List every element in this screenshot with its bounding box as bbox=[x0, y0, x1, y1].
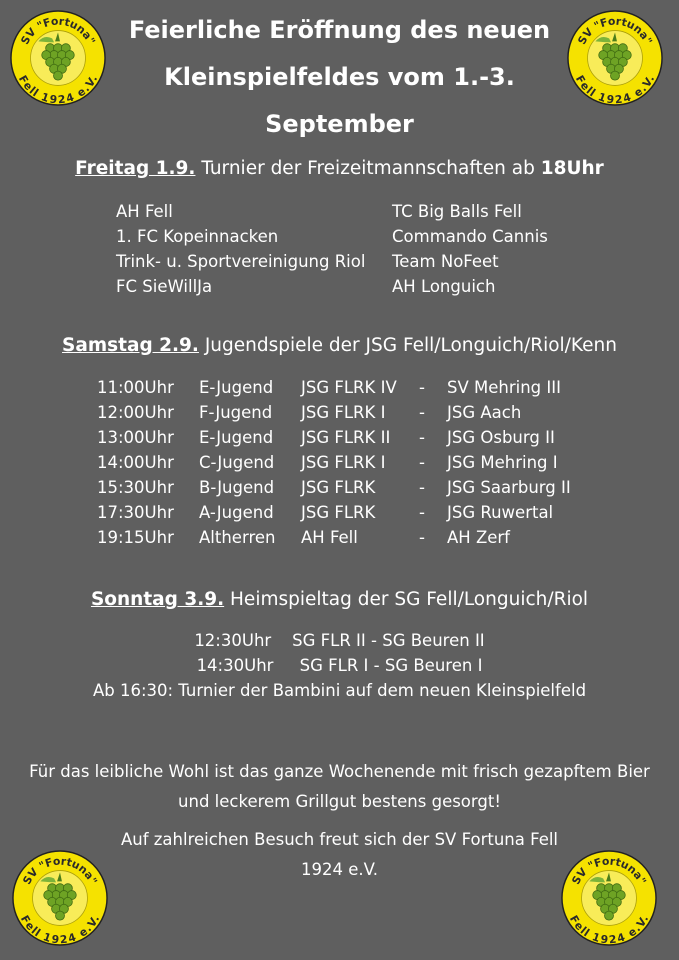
match-time: 12:00Uhr bbox=[97, 403, 174, 422]
sunday-text: Heimspieltag der SG Fell/Longuich/Riol bbox=[224, 589, 589, 610]
svg-text:SV "Fortuna": SV "Fortuna" bbox=[575, 14, 655, 47]
friday-day: Freitag 1.9. bbox=[75, 158, 196, 179]
sunday-note: Ab 16:30: Turnier der Bambini auf dem neuen Kleinspielfeld bbox=[92, 681, 587, 700]
page-title bbox=[110, 7, 569, 148]
match-age: A-Jugend bbox=[199, 503, 274, 522]
svg-text:Fell 1924 e.V.: Fell 1924 e.V. bbox=[566, 913, 652, 947]
team-item: Commando Cannis bbox=[392, 227, 548, 246]
team-item: TC Big Balls Fell bbox=[392, 202, 522, 221]
saturday-text: Jugendspiele der JSG Fell/Longuich/Riol/Kenn bbox=[198, 335, 617, 356]
svg-text:SV "Fortuna": SV "Fortuna" bbox=[20, 854, 100, 887]
match-away: JSG Mehring I bbox=[447, 453, 558, 472]
match-home: JSG FLRK bbox=[301, 503, 376, 522]
footer-text: Für das leibliche Wohl ist das ganze Wochenende mit frisch gezapftem Bier bbox=[29, 762, 650, 781]
team-item: AH Longuich bbox=[392, 277, 496, 296]
svg-text:Fell 1924 e.V.: Fell 1924 e.V. bbox=[15, 73, 101, 107]
match-home: JSG FLRK I bbox=[301, 403, 386, 422]
friday-time: 18Uhr bbox=[540, 158, 604, 179]
svg-text:Fell 1924 e.V.: Fell 1924 e.V. bbox=[17, 913, 103, 947]
match-time: 11:00Uhr bbox=[97, 378, 174, 397]
match-age: C-Jugend bbox=[199, 453, 275, 472]
friday-heading bbox=[0, 158, 679, 179]
title-line: September bbox=[265, 110, 414, 138]
match-sep: - bbox=[419, 478, 425, 497]
match-sep: - bbox=[419, 428, 425, 447]
svg-text:SV "Fortuna": SV "Fortuna" bbox=[18, 14, 98, 47]
match-age: B-Jugend bbox=[199, 478, 275, 497]
match-sep: - bbox=[419, 503, 425, 522]
match-age: E-Jugend bbox=[199, 378, 274, 397]
svg-text:Fell 1924 e.V.: Fell 1924 e.V. bbox=[572, 73, 658, 107]
match-away: AH Zerf bbox=[447, 528, 510, 547]
match-home: JSG FLRK I bbox=[301, 453, 386, 472]
match-time: 19:15Uhr bbox=[97, 528, 174, 547]
sunday-match: 12:30Uhr SG FLR II - SG Beuren II bbox=[194, 631, 485, 650]
match-time: 14:00Uhr bbox=[97, 453, 174, 472]
club-logo bbox=[566, 9, 664, 107]
match-time: 15:30Uhr bbox=[97, 478, 174, 497]
match-age: F-Jugend bbox=[199, 403, 273, 422]
title-line: Kleinspielfeldes vom 1.-3. bbox=[164, 63, 515, 91]
match-age: Altherren bbox=[199, 528, 276, 547]
sunday-match: 14:30Uhr SG FLR I - SG Beuren I bbox=[196, 656, 483, 675]
match-sep: - bbox=[419, 403, 425, 422]
match-away: JSG Ruwertal bbox=[447, 503, 554, 522]
team-item: 1. FC Kopeinnacken bbox=[116, 227, 279, 246]
club-logo bbox=[9, 9, 107, 107]
match-away: JSG Aach bbox=[447, 403, 522, 422]
match-sep: - bbox=[419, 453, 425, 472]
match-home: JSG FLRK II bbox=[301, 428, 391, 447]
match-sep: - bbox=[419, 378, 425, 397]
saturday-heading bbox=[0, 335, 679, 356]
match-home: AH Fell bbox=[301, 528, 358, 547]
title-line: Feierliche Eröffnung des neuen bbox=[128, 16, 551, 44]
match-away: SV Mehring III bbox=[447, 378, 561, 397]
match-time: 13:00Uhr bbox=[97, 428, 174, 447]
match-away: JSG Saarburg II bbox=[447, 478, 571, 497]
team-item: AH Fell bbox=[116, 202, 173, 221]
team-item: Team NoFeet bbox=[392, 252, 499, 271]
match-time: 17:30Uhr bbox=[97, 503, 174, 522]
svg-text:SV "Fortuna": SV "Fortuna" bbox=[569, 854, 649, 887]
saturday-day: Samstag 2.9. bbox=[62, 335, 199, 356]
match-sep: - bbox=[419, 528, 425, 547]
footer-text: 1924 e.V. bbox=[300, 860, 379, 879]
friday-text: Turnier der Freizeitmannschaften ab bbox=[195, 158, 541, 179]
team-item: Trink- u. Sportvereinigung Riol bbox=[116, 252, 366, 271]
sunday-heading bbox=[0, 589, 679, 610]
match-home: JSG FLRK bbox=[301, 478, 376, 497]
sunday-day: Sonntag 3.9. bbox=[90, 589, 225, 610]
match-home: JSG FLRK IV bbox=[301, 378, 397, 397]
footer-text: Auf zahlreichen Besuch freut sich der SV Fortuna Fell bbox=[120, 830, 559, 849]
team-item: FC SieWillJa bbox=[116, 277, 213, 296]
match-age: E-Jugend bbox=[199, 428, 274, 447]
match-away: JSG Osburg II bbox=[447, 428, 555, 447]
footer-text: und leckerem Grillgut bestens gesorgt! bbox=[178, 792, 501, 811]
